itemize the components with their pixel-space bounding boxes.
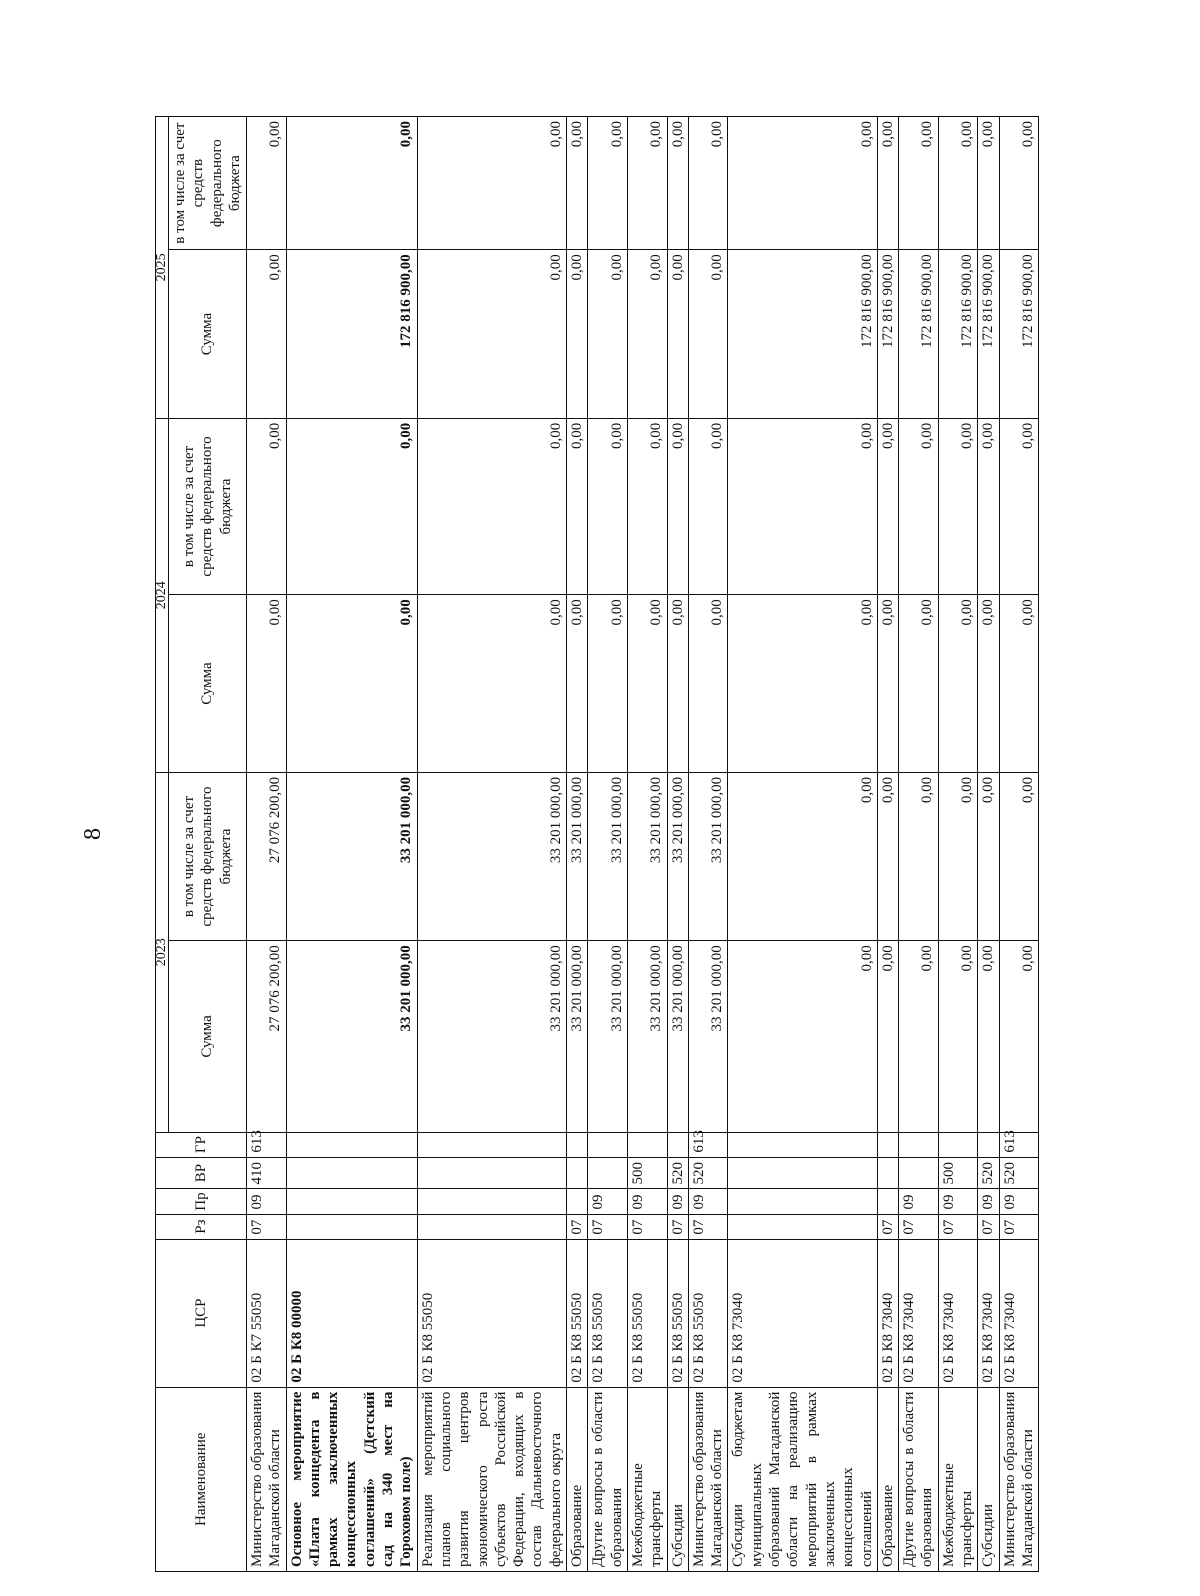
rz-cell: 07 [627, 1214, 667, 1239]
federal-2024-cell: 0,00 [567, 418, 588, 594]
gr-cell [588, 1132, 628, 1157]
sum-2023-cell: 0,00 [938, 941, 978, 1132]
sum-2023-cell: 0,00 [877, 941, 898, 1132]
name-cell: Министерство образования Магаданской области [247, 1387, 287, 1571]
vr-cell [417, 1157, 566, 1189]
rz-cell: 07 [247, 1214, 287, 1239]
federal-2024-cell: 0,00 [978, 418, 999, 594]
sum-2025-cell: 0,00 [567, 250, 588, 418]
pr-cell: 09 [999, 1189, 1039, 1214]
table-row [667, 117, 688, 1572]
vr-cell: 500 [627, 1157, 667, 1189]
pr-cell: 09 [899, 1189, 939, 1214]
sum-2024-cell: 0,00 [978, 595, 999, 773]
federal-2025-cell: 0,00 [417, 117, 566, 250]
csr-cell: 02 Б К8 00000 [286, 1239, 417, 1387]
csr-cell: 02 Б К8 73040 [877, 1239, 898, 1387]
gr-cell [877, 1132, 898, 1157]
vr-cell [588, 1157, 628, 1189]
sum-2024-cell: 0,00 [417, 595, 566, 773]
sum-2024-cell: 0,00 [667, 595, 688, 773]
table-row [938, 117, 978, 1572]
name-cell: Другие вопросы в области образования [899, 1387, 939, 1571]
sum-2025-cell: 0,00 [688, 250, 728, 418]
federal-2024-cell: 0,00 [938, 418, 978, 594]
sum-2024-cell: 0,00 [627, 595, 667, 773]
federal-2023-cell: 0,00 [999, 772, 1039, 940]
federal-2024-cell: 0,00 [688, 418, 728, 594]
vr-cell: 410 [247, 1157, 287, 1189]
federal-2023-cell: 33 201 000,00 [627, 772, 667, 940]
federal-2023-cell: 0,00 [938, 772, 978, 940]
federal-2024-cell: 0,00 [588, 418, 628, 594]
name-cell: Основное мероприятие «Плата концедента в рамках заключенных концессионных соглашений» (Детский сад на 340 мест на Гороховом поле) [286, 1387, 417, 1571]
sum-2024-cell: 0,00 [588, 595, 628, 773]
table-row [877, 117, 898, 1572]
gr-cell [978, 1132, 999, 1157]
header-gr: ГР [156, 1132, 247, 1157]
federal-2023-cell: 0,00 [978, 772, 999, 940]
header-year-2023: 2023 [156, 772, 169, 1132]
sum-2025-cell: 172 816 900,00 [938, 250, 978, 418]
csr-cell: 02 Б К8 55050 [688, 1239, 728, 1387]
table-row [417, 117, 566, 1572]
federal-2025-cell: 0,00 [999, 117, 1039, 250]
csr-cell: 02 Б К7 55050 [247, 1239, 287, 1387]
sum-2024-cell: 0,00 [567, 595, 588, 773]
sum-2025-cell: 172 816 900,00 [877, 250, 898, 418]
pr-cell: 09 [938, 1189, 978, 1214]
sum-2023-cell: 33 201 000,00 [667, 941, 688, 1132]
csr-cell: 02 Б К8 55050 [417, 1239, 566, 1387]
federal-2023-cell: 33 201 000,00 [667, 772, 688, 940]
gr-cell [417, 1132, 566, 1157]
federal-2025-cell: 0,00 [688, 117, 728, 250]
budget-table [155, 116, 1039, 1572]
header-csr: ЦСР [156, 1239, 247, 1387]
federal-2024-cell: 0,00 [728, 418, 877, 594]
csr-cell: 02 Б К8 55050 [588, 1239, 628, 1387]
federal-2023-cell: 33 201 000,00 [588, 772, 628, 940]
name-cell: Межбюджетные трансферты [938, 1387, 978, 1571]
sum-2023-cell: 0,00 [728, 941, 877, 1132]
gr-cell [286, 1132, 417, 1157]
name-cell: Министерство образования Магаданской области [688, 1387, 728, 1571]
header-rz: Рз [156, 1214, 247, 1239]
federal-2025-cell: 0,00 [877, 117, 898, 250]
table-body [247, 117, 1039, 1572]
sum-2024-cell: 0,00 [247, 595, 287, 773]
rz-cell: 07 [567, 1214, 588, 1239]
rz-cell: 07 [899, 1214, 939, 1239]
pr-cell: 09 [688, 1189, 728, 1214]
federal-2023-cell: 33 201 000,00 [567, 772, 588, 940]
federal-2025-cell: 0,00 [286, 117, 417, 250]
name-cell: Другие вопросы в области образования [588, 1387, 628, 1571]
federal-2023-cell: 33 201 000,00 [417, 772, 566, 940]
sum-2023-cell: 33 201 000,00 [286, 941, 417, 1132]
federal-2024-cell: 0,00 [627, 418, 667, 594]
vr-cell [728, 1157, 877, 1189]
gr-cell [627, 1132, 667, 1157]
sum-2023-cell: 33 201 000,00 [567, 941, 588, 1132]
gr-cell [567, 1132, 588, 1157]
rz-cell [286, 1214, 417, 1239]
vr-cell: 520 [978, 1157, 999, 1189]
federal-2024-cell: 0,00 [899, 418, 939, 594]
csr-cell: 02 Б К8 73040 [938, 1239, 978, 1387]
header-year-2025: 2025 [156, 117, 169, 419]
table-row [728, 117, 877, 1572]
federal-2023-cell: 0,00 [877, 772, 898, 940]
table-row [978, 117, 999, 1572]
federal-2024-cell: 0,00 [667, 418, 688, 594]
sum-2025-cell: 172 816 900,00 [728, 250, 877, 418]
sum-2024-cell: 0,00 [688, 595, 728, 773]
sum-2024-cell: 0,00 [938, 595, 978, 773]
pr-cell: 09 [667, 1189, 688, 1214]
sum-2023-cell: 0,00 [978, 941, 999, 1132]
header-year-2024: 2024 [156, 418, 169, 772]
name-cell: Субсидии [978, 1387, 999, 1571]
name-cell: Субсидии бюджетам муниципальных образований Магаданской области на реализацию мероприятий в рамках заключенных концессионных соглашений [728, 1387, 877, 1571]
federal-2025-cell: 0,00 [938, 117, 978, 250]
sum-2025-cell: 172 816 900,00 [899, 250, 939, 418]
table-row [588, 117, 628, 1572]
rz-cell [728, 1214, 877, 1239]
header-sum-2025: Сумма [169, 250, 247, 418]
rz-cell: 07 [588, 1214, 628, 1239]
federal-2025-cell: 0,00 [567, 117, 588, 250]
rz-cell: 07 [667, 1214, 688, 1239]
table-row [286, 117, 417, 1572]
federal-2025-cell: 0,00 [978, 117, 999, 250]
federal-2025-cell: 0,00 [627, 117, 667, 250]
vr-cell: 520 [667, 1157, 688, 1189]
sum-2025-cell: 0,00 [247, 250, 287, 418]
sum-2025-cell: 0,00 [588, 250, 628, 418]
federal-2024-cell: 0,00 [417, 418, 566, 594]
sum-2024-cell: 0,00 [899, 595, 939, 773]
name-cell: Министерство образования Магаданской области [999, 1387, 1039, 1571]
federal-2024-cell: 0,00 [999, 418, 1039, 594]
rz-cell: 07 [978, 1214, 999, 1239]
table-row [567, 117, 588, 1572]
federal-2023-cell: 0,00 [899, 772, 939, 940]
rz-cell [417, 1214, 566, 1239]
sum-2024-cell: 0,00 [877, 595, 898, 773]
csr-cell: 02 Б К8 73040 [728, 1239, 877, 1387]
sum-2023-cell: 33 201 000,00 [417, 941, 566, 1132]
sum-2023-cell: 27 076 200,00 [247, 941, 287, 1132]
pr-cell [728, 1189, 877, 1214]
header-vr: ВР [156, 1157, 247, 1189]
pr-cell [877, 1189, 898, 1214]
federal-2023-cell: 33 201 000,00 [688, 772, 728, 940]
header-federal-2024: в том числе за счет средств федерального бюджета [169, 418, 247, 594]
federal-2023-cell: 27 076 200,00 [247, 772, 287, 940]
header-sum-2024: Сумма [169, 595, 247, 773]
federal-2023-cell: 33 201 000,00 [286, 772, 417, 940]
gr-cell: 613 [688, 1132, 728, 1157]
federal-2025-cell: 0,00 [247, 117, 287, 250]
sum-2025-cell: 0,00 [667, 250, 688, 418]
vr-cell: 520 [688, 1157, 728, 1189]
federal-2025-cell: 0,00 [588, 117, 628, 250]
sum-2023-cell: 0,00 [899, 941, 939, 1132]
name-cell: Образование [567, 1387, 588, 1571]
rz-cell: 07 [999, 1214, 1039, 1239]
csr-cell: 02 Б К8 73040 [978, 1239, 999, 1387]
sum-2024-cell: 0,00 [286, 595, 417, 773]
sum-2025-cell: 0,00 [417, 250, 566, 418]
pr-cell: 09 [247, 1189, 287, 1214]
vr-cell [899, 1157, 939, 1189]
rz-cell: 07 [877, 1214, 898, 1239]
name-cell: Образование [877, 1387, 898, 1571]
sum-2025-cell: 172 816 900,00 [999, 250, 1039, 418]
csr-cell: 02 Б К8 73040 [999, 1239, 1039, 1387]
vr-cell [286, 1157, 417, 1189]
rotated-table-container [155, 116, 1045, 1572]
pr-cell [567, 1189, 588, 1214]
sum-2023-cell: 33 201 000,00 [688, 941, 728, 1132]
federal-2024-cell: 0,00 [247, 418, 287, 594]
sum-2025-cell: 172 816 900,00 [286, 250, 417, 418]
federal-2023-cell: 0,00 [728, 772, 877, 940]
pr-cell: 09 [627, 1189, 667, 1214]
name-cell: Субсидии [667, 1387, 688, 1571]
federal-2024-cell: 0,00 [286, 418, 417, 594]
sum-2025-cell: 172 816 900,00 [978, 250, 999, 418]
header-federal-2023: в том числе за счет средств федерального бюджета [169, 772, 247, 940]
table-row [247, 117, 287, 1572]
table-row [899, 117, 939, 1572]
gr-cell [667, 1132, 688, 1157]
gr-cell: 613 [247, 1132, 287, 1157]
csr-cell: 02 Б К8 55050 [627, 1239, 667, 1387]
table-row [999, 117, 1039, 1572]
sum-2023-cell: 33 201 000,00 [627, 941, 667, 1132]
gr-cell [938, 1132, 978, 1157]
csr-cell: 02 Б К8 55050 [667, 1239, 688, 1387]
sum-2023-cell: 0,00 [999, 941, 1039, 1132]
federal-2025-cell: 0,00 [667, 117, 688, 250]
pr-cell [417, 1189, 566, 1214]
sum-2024-cell: 0,00 [728, 595, 877, 773]
name-cell: Межбюджетные трансферты [627, 1387, 667, 1571]
csr-cell: 02 Б К8 73040 [899, 1239, 939, 1387]
vr-cell [877, 1157, 898, 1189]
federal-2025-cell: 0,00 [728, 117, 877, 250]
vr-cell: 500 [938, 1157, 978, 1189]
gr-cell [899, 1132, 939, 1157]
federal-2024-cell: 0,00 [877, 418, 898, 594]
rz-cell: 07 [938, 1214, 978, 1239]
rz-cell: 07 [688, 1214, 728, 1239]
page-number: 8 [80, 828, 106, 840]
header-sum-2023: Сумма [169, 941, 247, 1132]
gr-cell: 613 [999, 1132, 1039, 1157]
sum-2023-cell: 33 201 000,00 [588, 941, 628, 1132]
sum-2024-cell: 0,00 [999, 595, 1039, 773]
sum-2025-cell: 0,00 [627, 250, 667, 418]
name-cell: Реализация мероприятий планов социального развития центров экономического роста субъектов Российской Федерации, входящих в состав Дальневосточного федерального округа [417, 1387, 566, 1571]
header-name: Наименование [156, 1387, 247, 1571]
table-row [627, 117, 667, 1572]
federal-2025-cell: 0,00 [899, 117, 939, 250]
vr-cell: 520 [999, 1157, 1039, 1189]
pr-cell [286, 1189, 417, 1214]
gr-cell [728, 1132, 877, 1157]
table-row [688, 117, 728, 1572]
csr-cell: 02 Б К8 55050 [567, 1239, 588, 1387]
header-pr: Пр [156, 1189, 247, 1214]
header-federal-2025: в том числе за счет средств федерального бюджета [169, 117, 247, 250]
pr-cell: 09 [978, 1189, 999, 1214]
pr-cell: 09 [588, 1189, 628, 1214]
vr-cell [567, 1157, 588, 1189]
